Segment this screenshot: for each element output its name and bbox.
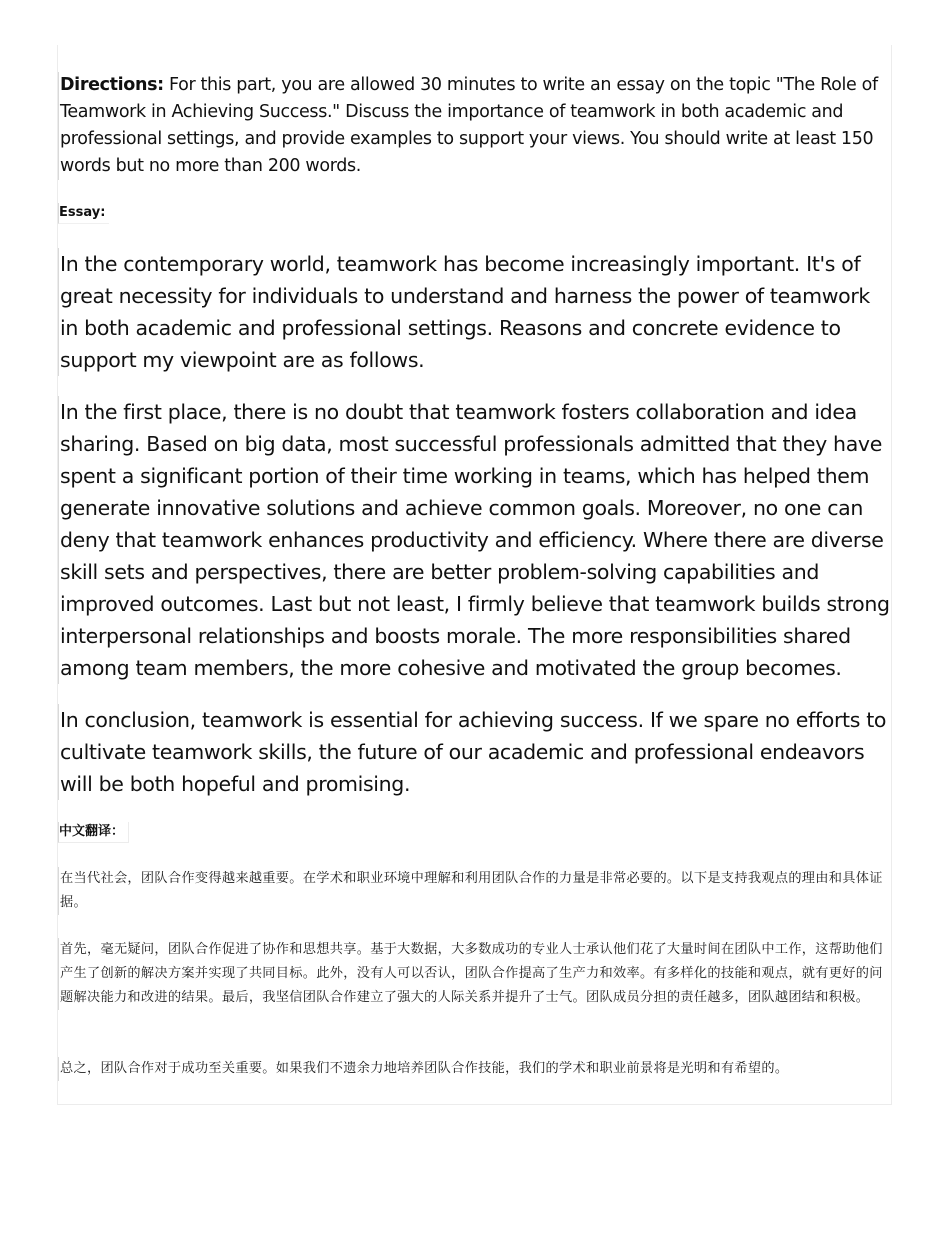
- translation-paragraph-body: 首先，毫无疑问，团队合作促进了协作和思想共享。基于大数据，大多数成功的专业人士承认他们花了大量时间在团队中工作，这帮助他们产生了创新的解决方案并实现了共同目标。此外，没有人可以否认，团队合作提高了生产力和效率。有多样化的技能和观点，就有更好的问题解决能力和改进的结果。最后，我坚信团队合作建立了强大的人际关系并提升了士气。团队成员分担的责任越多，团队越团结和积极。: [58, 938, 892, 1010]
- essay-paragraph-conclusion: In conclusion, teamwork is essential for achieving success. If we spare no efforts to cultivate teamwork skills, the future of our academic and professional endeavors will be both hopeful and promising.: [58, 704, 890, 800]
- essay-heading: Essay:: [58, 203, 109, 224]
- essay-paragraph-intro: In the contemporary world, teamwork has become increasingly important. It's of great necessity for individuals to understand and harness the power of teamwork in both academic and professional settings. Reasons and concrete evidence to support my viewpoint are as follows.: [58, 248, 890, 376]
- document-page: [57, 45, 892, 1105]
- directions-label: Directions:: [60, 75, 164, 95]
- directions-text: For this part, you are allowed 30 minutes to write an essay on the topic "The Role of Teamwork in Achieving Success." Discuss the importance of teamwork in both academic and professional settings, and provide examples to support your views. You should write at least 150 words but no more than 200 words.: [60, 75, 878, 176]
- essay-paragraph-body: In the first place, there is no doubt that teamwork fosters collaboration and idea sharing. Based on big data, most successful professionals admitted that they have spent a significant portion of their time working in teams, which has helped them generate innovative solutions and achieve common goals. Moreover, no one can deny that teamwork enhances productivity and efficiency. Where there are diverse skill sets and perspectives, there are better problem-solving capabilities and improved outcomes. Last but not least, I firmly believe that teamwork builds strong interpersonal relationships and boosts morale. The more responsibilities shared among team members, the more cohesive and motivated the group becomes.: [58, 396, 890, 684]
- translation-paragraph-intro: 在当代社会，团队合作变得越来越重要。在学术和职业环境中理解和利用团队合作的力量是非常必要的。以下是支持我观点的理由和具体证据。: [58, 867, 892, 915]
- translation-heading: 中文翻译：: [58, 822, 129, 843]
- translation-paragraph-conclusion: 总之，团队合作对于成功至关重要。如果我们不遗余力地培养团队合作技能，我们的学术和职业前景将是光明和有希望的。: [58, 1057, 892, 1081]
- directions-paragraph: [58, 72, 885, 180]
